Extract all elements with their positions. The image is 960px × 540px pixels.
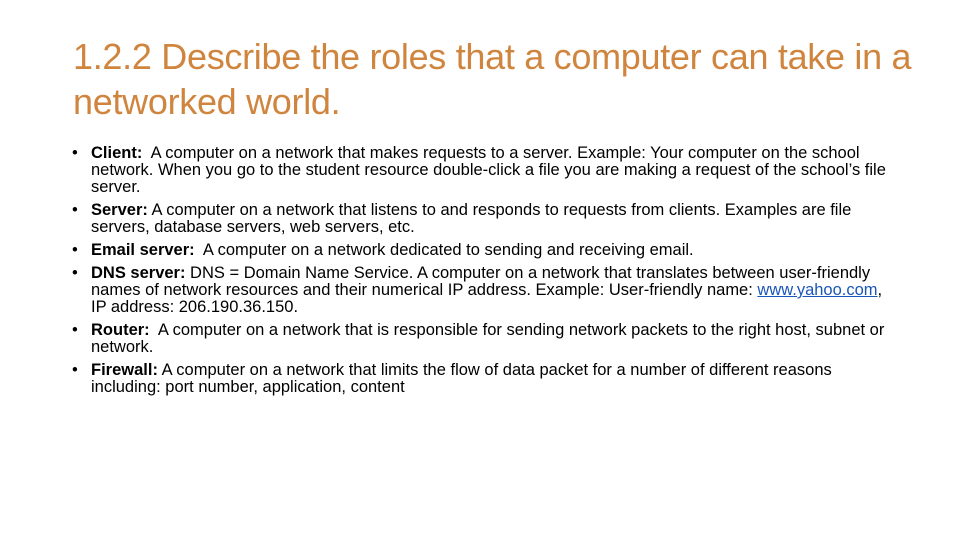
yahoo-link[interactable]: www.yahoo.com [757, 281, 878, 299]
definition-dns-server-end: , IP address: 206.190.36.150. [91, 281, 883, 316]
slide-title: 1.2.2 Describe the roles that a computer can take in a networked world. [73, 36, 912, 122]
list-item-server [72, 202, 892, 236]
list-item-email-server [72, 242, 892, 259]
list-item-client [72, 145, 892, 196]
definition-dns-server: DNS = Domain Name Service. A computer on a network that translates between user-friendly names of network resources and their numerical IP address. Example: User-friendly name: [91, 264, 875, 299]
definition-server: A computer on a network that listens to and responds to requests from clients. Examples are file servers, database servers, web servers, etc. [91, 201, 856, 236]
term-firewall: Firewall: [91, 361, 158, 379]
list-item-firewall [72, 362, 892, 396]
term-server: Server: [91, 201, 148, 219]
definition-firewall: A computer on a network that limits the flow of data packet for a number of different reasons including: port number, application, content [91, 361, 837, 396]
bullet-icon: • [72, 264, 78, 282]
term-client: Client: [91, 144, 143, 162]
bullet-icon: • [72, 361, 78, 379]
bullet-icon: • [72, 241, 78, 259]
term-dns-server: DNS server: [91, 264, 186, 282]
definition-client: A computer on a network that makes requests to a server. Example: Your computer on the school network. When you go to the student resource double-click a file you are making a request of the school’s file server. [91, 144, 891, 196]
list-item-router [72, 322, 892, 356]
term-router: Router: [91, 321, 150, 339]
bullet-icon: • [72, 144, 78, 162]
bullet-list [72, 145, 892, 402]
definition-email-server: A computer on a network dedicated to sending and receiving email. [194, 241, 694, 259]
list-item-dns-server [72, 265, 892, 316]
bullet-icon: • [72, 201, 78, 219]
bullet-icon: • [72, 321, 78, 339]
term-email-server: Email server: [91, 241, 195, 259]
definition-router: A computer on a network that is responsible for sending network packets to the right host, subnet or network. [91, 321, 889, 356]
